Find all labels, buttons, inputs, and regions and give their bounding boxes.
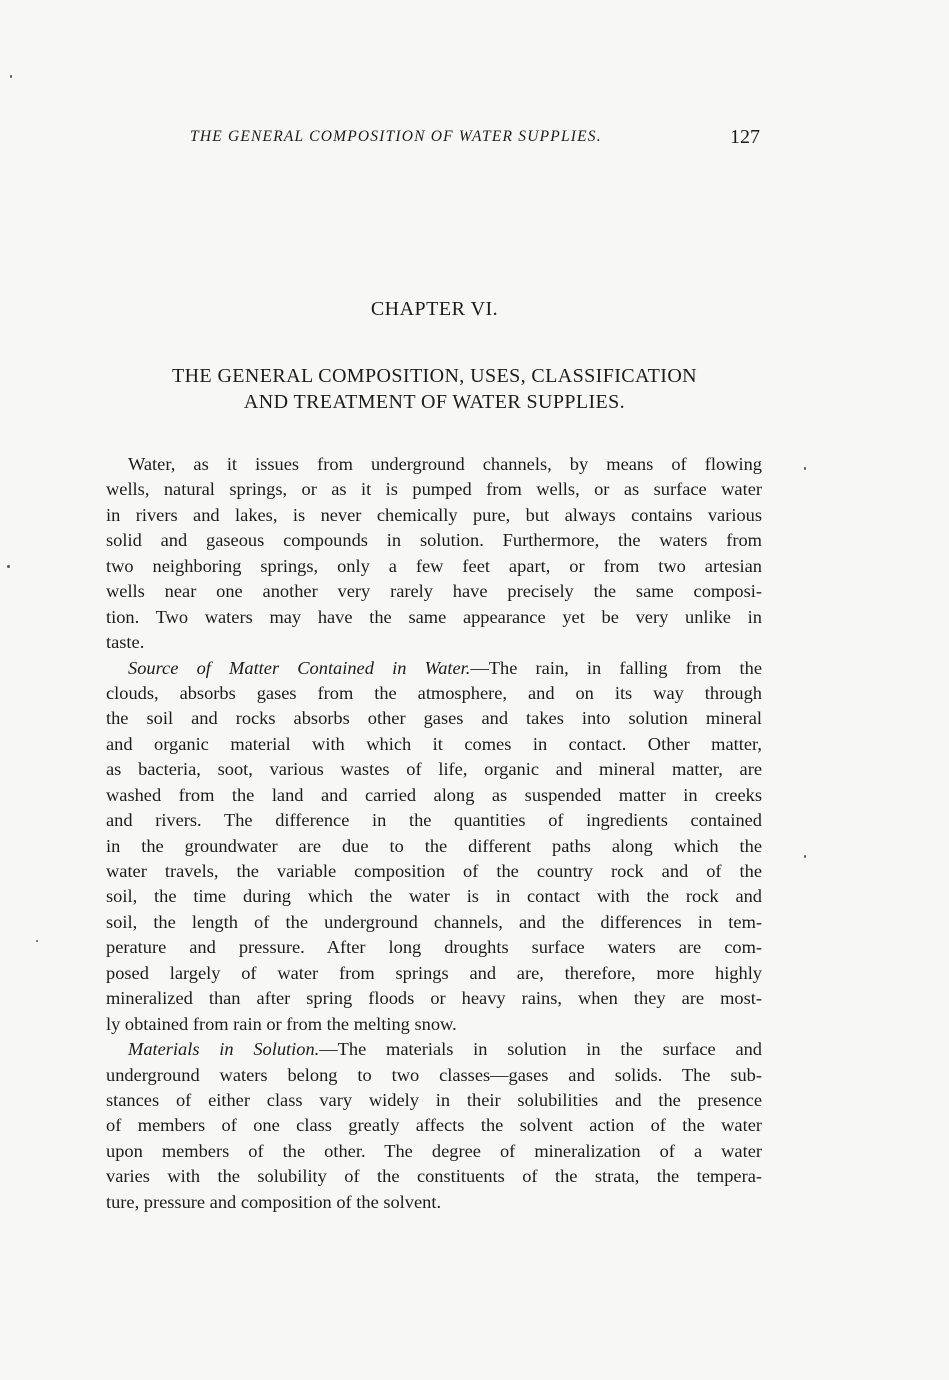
text-line: clouds, absorbs gases from the atmosphere, and on its way through bbox=[106, 682, 762, 703]
text-line: water travels, the variable composition of the country rock and of the bbox=[106, 861, 762, 881]
text-line: washed from the land and carried along as suspended matter in creeks bbox=[106, 784, 762, 805]
scan-speck bbox=[804, 855, 806, 858]
text-line bbox=[106, 656, 762, 681]
text-line: underground waters belong to two classes—gases and solids. The sub- bbox=[106, 1064, 762, 1085]
scan-speck bbox=[36, 940, 38, 942]
paragraph-2 bbox=[106, 656, 762, 1038]
chapter-title-line-2: AND TREATMENT OF WATER SUPPLIES. bbox=[243, 391, 626, 413]
text-line: Water, as it issues from underground channels, by means of flowing bbox=[128, 454, 762, 474]
text-line: posed largely of water from springs and are, therefore, more highly bbox=[106, 962, 762, 983]
chapter-number: CHAPTER VI. bbox=[370, 298, 499, 320]
section-heading: Source of Matter Contained in Water. bbox=[128, 657, 471, 678]
running-title: THE GENERAL COMPOSITION OF WATER SUPPLIES. bbox=[190, 128, 602, 145]
text-line: and organic material with which it comes in contact. Other matter, bbox=[106, 733, 762, 754]
running-head bbox=[0, 128, 949, 154]
scan-speck bbox=[804, 467, 806, 470]
scan-speck bbox=[7, 565, 10, 568]
text-line: soil, the length of the underground channels, and the differences in tem- bbox=[106, 911, 762, 932]
text-line: as bacteria, soot, various wastes of life, organic and mineral matter, are bbox=[106, 759, 762, 780]
text-line: ly obtained from rain or from the melting snow. bbox=[106, 1013, 457, 1034]
text-line: varies with the solubility of the constituents of the strata, the tempera- bbox=[106, 1166, 762, 1187]
text-line: in the groundwater are due to the different paths along which the bbox=[106, 835, 762, 856]
text-line: stances of either class vary widely in their solubilities and the presence bbox=[106, 1089, 762, 1110]
text-line: mineralized than after spring floods or heavy rains, when they are most- bbox=[106, 988, 762, 1009]
text-line: in rivers and lakes, is never chemically pure, but always contains various bbox=[106, 504, 762, 525]
text-run: —The rain, in falling from the bbox=[470, 657, 762, 678]
body-text bbox=[106, 452, 762, 1215]
text-line bbox=[106, 1037, 762, 1062]
text-line: two neighboring springs, only a few feet apart, or from two artesian bbox=[106, 555, 762, 576]
text-line: wells, natural springs, or as it is pumped from wells, or as surface water bbox=[106, 479, 762, 500]
text-line: perature and pressure. After long droughts surface waters are com- bbox=[106, 937, 762, 958]
text-line: ture, pressure and composition of the solvent. bbox=[106, 1191, 442, 1212]
text-line: of members of one class greatly affects the solvent action of the water bbox=[106, 1115, 762, 1136]
paragraph-1 bbox=[106, 452, 762, 656]
text-line: the soil and rocks absorbs other gases and takes into solution mineral bbox=[106, 708, 762, 729]
chapter-title-line-1: THE GENERAL COMPOSITION, USES, CLASSIFICATION bbox=[171, 365, 698, 387]
page-number: 127 bbox=[730, 126, 760, 148]
text-run: —The materials in solution in the surface and bbox=[319, 1039, 762, 1060]
text-line: solid and gaseous compounds in solution. Furthermore, the waters from bbox=[106, 530, 762, 551]
text-line: tion. Two waters may have the same appearance yet be very unlike in bbox=[106, 606, 762, 627]
text-line: taste. bbox=[106, 632, 145, 653]
paragraph-3 bbox=[106, 1037, 762, 1215]
section-heading: Materials in Solution. bbox=[128, 1039, 320, 1060]
text-line: upon members of the other. The degree of mineralization of a water bbox=[106, 1140, 762, 1161]
text-line: soil, the time during which the water is in contact with the rock and bbox=[106, 886, 762, 907]
text-line: and rivers. The difference in the quantities of ingredients contained bbox=[106, 810, 762, 831]
scan-speck bbox=[10, 75, 12, 78]
text-line: wells near one another very rarely have precisely the same composi- bbox=[106, 581, 762, 602]
chapter-title bbox=[100, 363, 769, 415]
